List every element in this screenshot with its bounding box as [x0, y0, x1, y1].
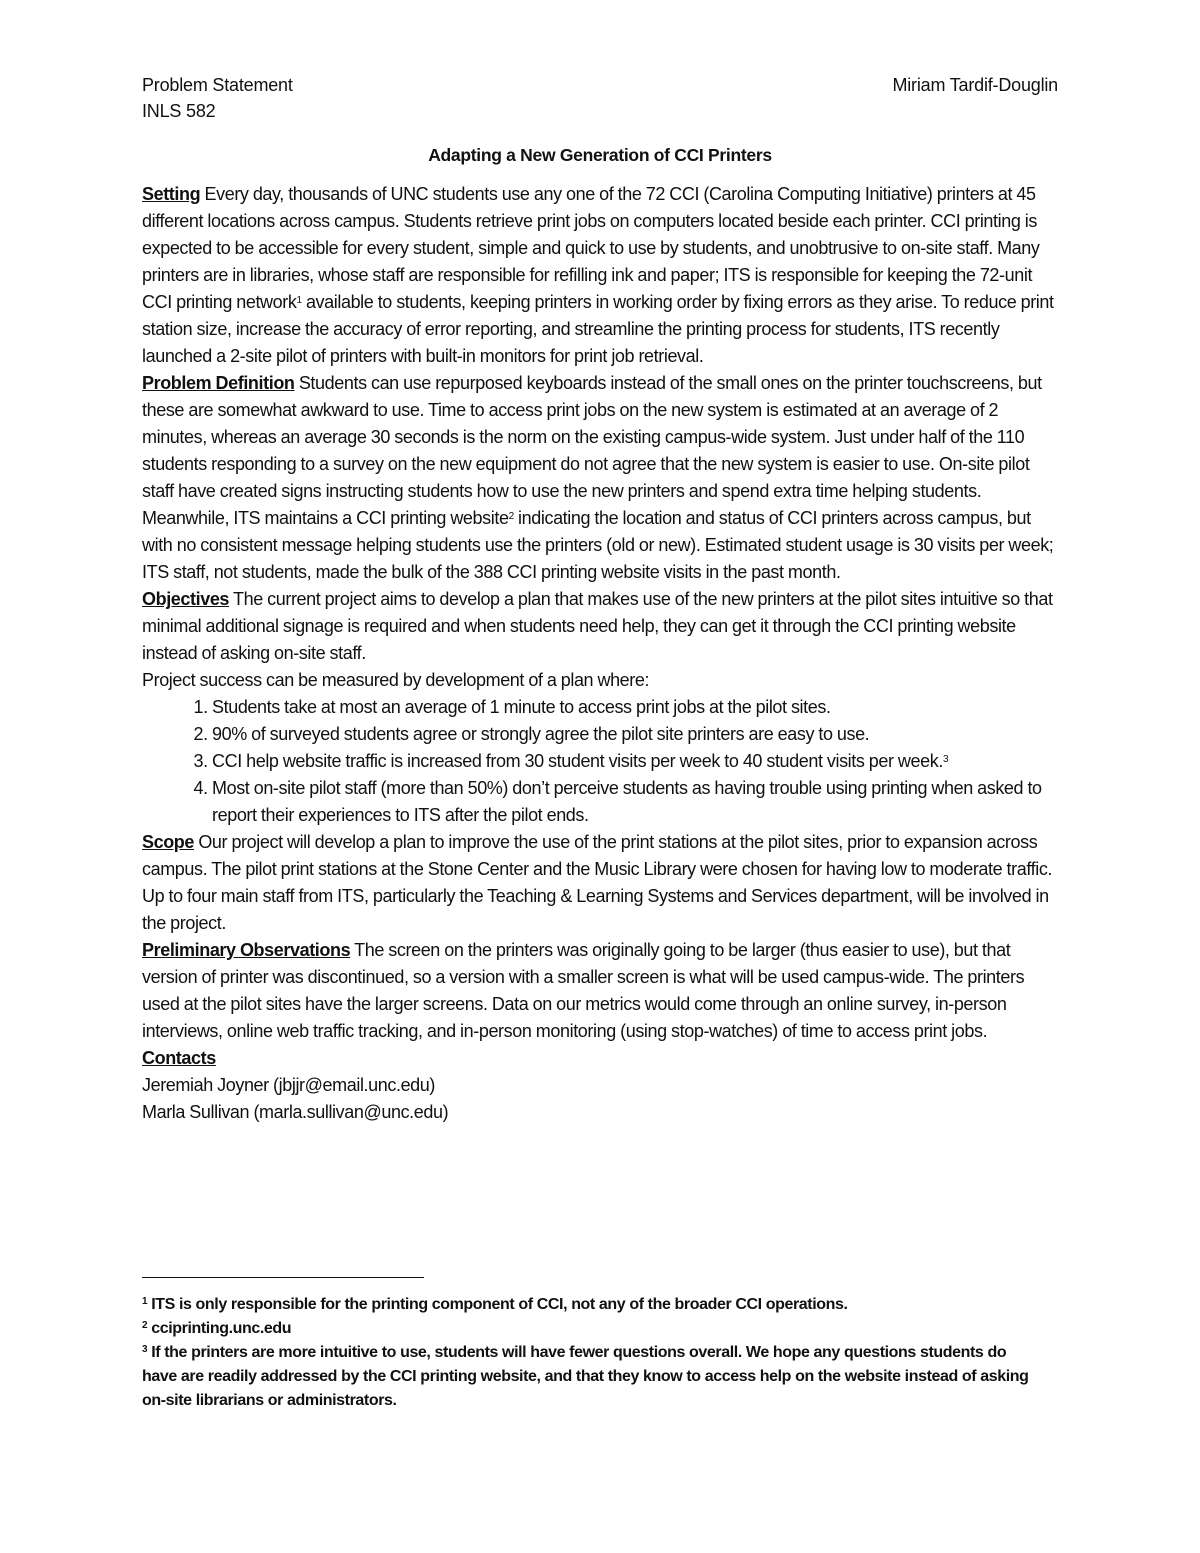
- footnote-3: $^3$ If the printers are more intuitive to use, students will have fewer questions overall. We hope any questions students do have are readily addressed by the CCI printing website, and that they know to access help on the website instead of asking on-site librarians or administrators.: [142, 1344, 1029, 1409]
- preliminary-label: Preliminary Observations: [142, 940, 351, 960]
- problem-label: Problem Definition: [142, 373, 295, 393]
- footnote-2: $^2$ cciprinting.unc.edu: [142, 1320, 292, 1337]
- setting-label: Setting: [142, 184, 201, 204]
- header-left: [142, 72, 293, 124]
- preliminary-text: The screen on the printers was originally going to be larger (thus easier to use), but that version of printer was discontinued, so a version with a smaller screen is what will be used campus-wide. The printers used at the pilot sites have the larger screens. Data on our metrics would come through an online survey, in-person interviews, online web traffic tracking, and in-person monitoring (using stop-watches) of time to access print jobs.: [142, 940, 1025, 1041]
- document-title: Adapting a New Generation of CCI Printers: [428, 145, 772, 165]
- scope-label: Scope: [142, 832, 195, 852]
- doc-type: Problem Statement: [142, 75, 293, 95]
- footnote-ref-3: 3: [942, 754, 949, 765]
- author-name: Miriam Tardif-Douglin: [892, 75, 1058, 95]
- setting-text-cont: available to students, keeping printers in working order by fixing errors as they arise. To reduce print station size, increase the accuracy of error reporting, and streamline the printing process for students, ITS recently launched a 2-site pilot of printers with built-in monitors for print job retrieval.: [142, 292, 1054, 366]
- contacts-label: Contacts: [142, 1048, 216, 1068]
- success-criteria-list: [142, 694, 1062, 829]
- setting-text: Every day, thousands of UNC students use any one of the 72 CCI (Carolina Computing Initiative) printers at 45 different locations across campus. Students retrieve print jobs on computers located beside each printer. CCI printing is expected to be accessible for every student, simple and quick to use by students, and unobtrusive to on-site staff. Many printers are in libraries, whose staff are responsible for refilling ink and paper; ITS is responsible for keeping the 72-unit CCI printing network: [142, 184, 1040, 312]
- footnote-1: $^1$ ITS is only responsible for the printing component of CCI, not any of the broader CCI operations.: [142, 1296, 848, 1313]
- footnote-divider: [142, 1277, 424, 1278]
- list-item: 3. CCI help website traffic is increased from 30 student visits per week to 40 student visits per week.$^3$: [212, 748, 1062, 775]
- document-body: [142, 181, 1062, 1126]
- course-code: INLS 582: [142, 101, 216, 121]
- preliminary-paragraph: [142, 937, 1062, 1045]
- objectives-paragraph: [142, 586, 1062, 667]
- footnote-ref-2: 2: [508, 511, 514, 522]
- objectives-label: Objectives: [142, 589, 230, 609]
- scope-text: Our project will develop a plan to improve the use of the print stations at the pilot sites, prior to expansion across campus. The pilot print stations at the Stone Center and the Music Library were chosen for having low to moderate traffic. Up to four main staff from ITS, particularly the Teaching & Learning Systems and Services department, will be involved in the project.: [142, 832, 1053, 933]
- list-item: 2. 90% of surveyed students agree or strongly agree the pilot site printers are easy to use.: [212, 721, 1062, 748]
- objectives-text: The current project aims to develop a plan that makes use of the new printers at the pilot sites intuitive so that minimal additional signage is required and when students need help, they can get it through the CCI printing website instead of asking on-site staff.: [142, 589, 1053, 663]
- success-intro: Project success can be measured by development of a plan where:: [142, 670, 650, 690]
- contact-person: Jeremiah Joyner (jbjjr@email.unc.edu): [142, 1075, 435, 1095]
- list-item: 1. Students take at most an average of 1 minute to access print jobs at the pilot sites.: [212, 694, 1062, 721]
- contact-person: Marla Sullivan (marla.sullivan@unc.edu): [142, 1102, 449, 1122]
- problem-text: Students can use repurposed keyboards instead of the small ones on the printer touchscreens, but these are somewhat awkward to use. Time to access print jobs on the new system is estimated at an average of 2 minutes, whereas an average 30 seconds is the norm on the existing campus-wide system. Just under half of the 110 students responding to a survey on the new equipment do not agree that the new system is easier to use. On-site pilot staff have created signs instructing students how to use the new printers and spend extra time helping students. Meanwhile, ITS maintains a CCI printing website: [142, 373, 1042, 528]
- problem-paragraph: [142, 370, 1062, 586]
- scope-paragraph: [142, 829, 1062, 937]
- footnotes: [142, 1293, 1042, 1413]
- problem-text-cont: indicating the location and status of CCI printers across campus, but with no consistent message helping students use the printers (old or new). Estimated student usage is 30 visits per week; ITS staff, not students, made the bulk of the 388 CCI printing website visits in the past month.: [142, 508, 1054, 582]
- footnote-ref-1: 1: [296, 295, 302, 306]
- setting-paragraph: [142, 181, 1062, 370]
- list-item: 4. Most on-site pilot staff (more than 50%) don’t perceive students as having trouble using printing when asked to report their experiences to ITS after the pilot ends.: [212, 775, 1062, 829]
